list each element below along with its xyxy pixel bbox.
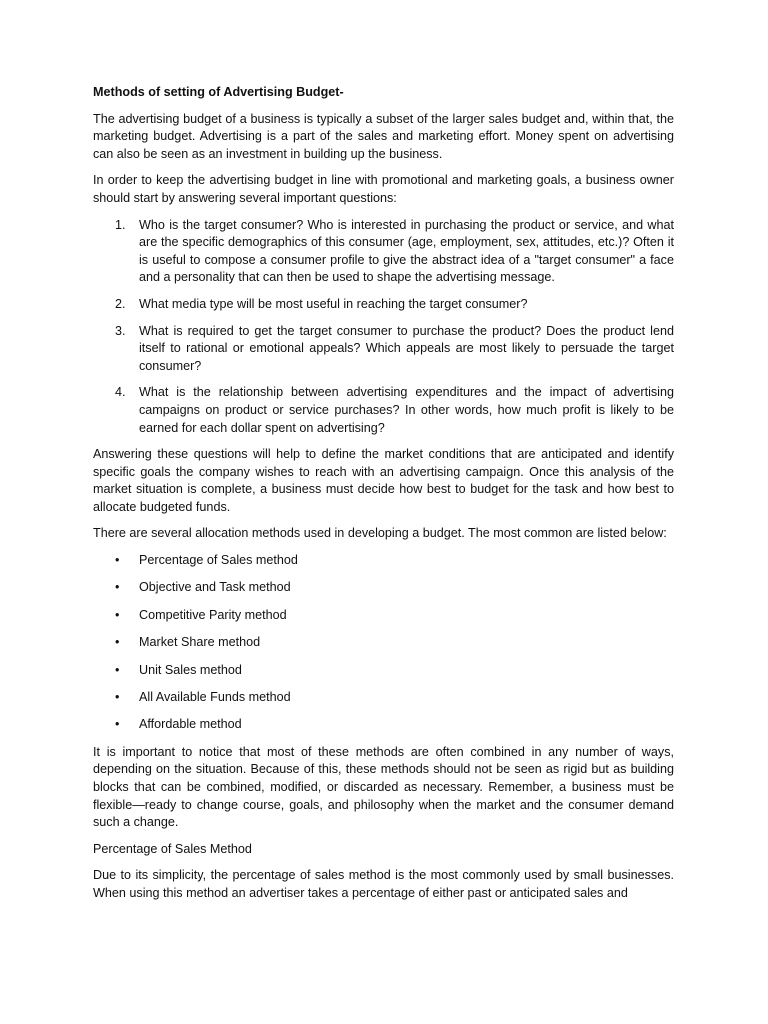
- method-label: Affordable method: [139, 717, 242, 732]
- questions-intro-paragraph: In order to keep the advertising budget in line with promotional and marketing goals, a business owner should start by answering several important questions:: [93, 173, 674, 205]
- list-item: [93, 296, 674, 314]
- list-item: [93, 662, 674, 680]
- list-item-text: What is the relationship between advertising expenditures and the impact of advertising campaigns on product or service purchases? In other words, how much profit is likely to be earned for each dollar spent on advertising?: [139, 385, 674, 435]
- document-page: [93, 84, 674, 912]
- method-label: Competitive Parity method: [139, 607, 287, 622]
- list-item: [93, 634, 674, 652]
- list-item: [93, 552, 674, 570]
- document-title: Methods of setting of Advertising Budget-: [93, 85, 344, 99]
- list-item: [93, 607, 674, 625]
- list-number: 3.: [115, 323, 126, 338]
- list-item: [93, 384, 674, 437]
- methods-list: [93, 552, 674, 734]
- list-number: 4.: [115, 385, 126, 400]
- bullet-icon: •: [115, 553, 120, 568]
- bullet-icon: •: [115, 717, 120, 732]
- list-item-text: What media type will be most useful in reaching the target consumer?: [139, 296, 528, 311]
- list-number: 2.: [115, 296, 126, 311]
- bullet-icon: •: [115, 607, 120, 622]
- intro-paragraph: The advertising budget of a business is typically a subset of the larger sales budget and, within that, the marketing budget. Advertising is a part of the sales and marketing effort. Money spent on advertising can also be seen as an investment in building up the business.: [93, 111, 674, 161]
- list-number: 1.: [115, 217, 126, 232]
- list-item: [93, 716, 674, 734]
- list-item: [93, 217, 674, 287]
- section-heading: Percentage of Sales Method: [93, 841, 252, 856]
- combined-methods-paragraph: It is important to notice that most of these methods are often combined in any number of ways, depending on the situation. Because of this, these methods should not be seen as rigid but as building blocks that can be combined, modified, or discarded as necessary. Remember, a business must be flexible—ready to change course, goals, and philosophy when the market and the consumer demand such a change.: [93, 744, 674, 830]
- list-item-text: What is required to get the target consumer to purchase the product? Does the product lend itself to rational or emotional appeals? Which appeals are most likely to persuade the target consumer?: [139, 323, 674, 373]
- bullet-icon: •: [115, 662, 120, 677]
- method-label: Market Share method: [139, 635, 261, 650]
- method-label: Objective and Task method: [139, 580, 291, 595]
- bullet-icon: •: [115, 690, 120, 705]
- method-label: Unit Sales method: [139, 662, 242, 677]
- answering-paragraph: Answering these questions will help to define the market conditions that are anticipated and identify specific goals the company wishes to reach with an advertising campaign. Once this analysis of the market situation is complete, a business must decide how best to budget for the task and how best to allocate budgeted funds.: [93, 447, 674, 514]
- percentage-paragraph: Due to its simplicity, the percentage of sales method is the most commonly used by small businesses. When using this method an advertiser takes a percentage of either past or anticipated sales and: [93, 868, 674, 900]
- method-label: All Available Funds method: [139, 690, 291, 705]
- list-item-text: Who is the target consumer? Who is interested in purchasing the product or service, and what are the specific demographics of this consumer (age, employment, sex, attitudes, etc.)? Often it is useful to compose a consumer profile to give the abstract idea of a "target consumer" a face and a personality that can then be used to shape the advertising message.: [139, 217, 674, 285]
- methods-intro-paragraph: There are several allocation methods used in developing a budget. The most common are listed below:: [93, 526, 667, 541]
- list-item: [93, 323, 674, 376]
- questions-list: [93, 217, 674, 438]
- bullet-icon: •: [115, 635, 120, 650]
- bullet-icon: •: [115, 580, 120, 595]
- method-label: Percentage of Sales method: [139, 553, 298, 568]
- list-item: [93, 689, 674, 707]
- list-item: [93, 579, 674, 597]
